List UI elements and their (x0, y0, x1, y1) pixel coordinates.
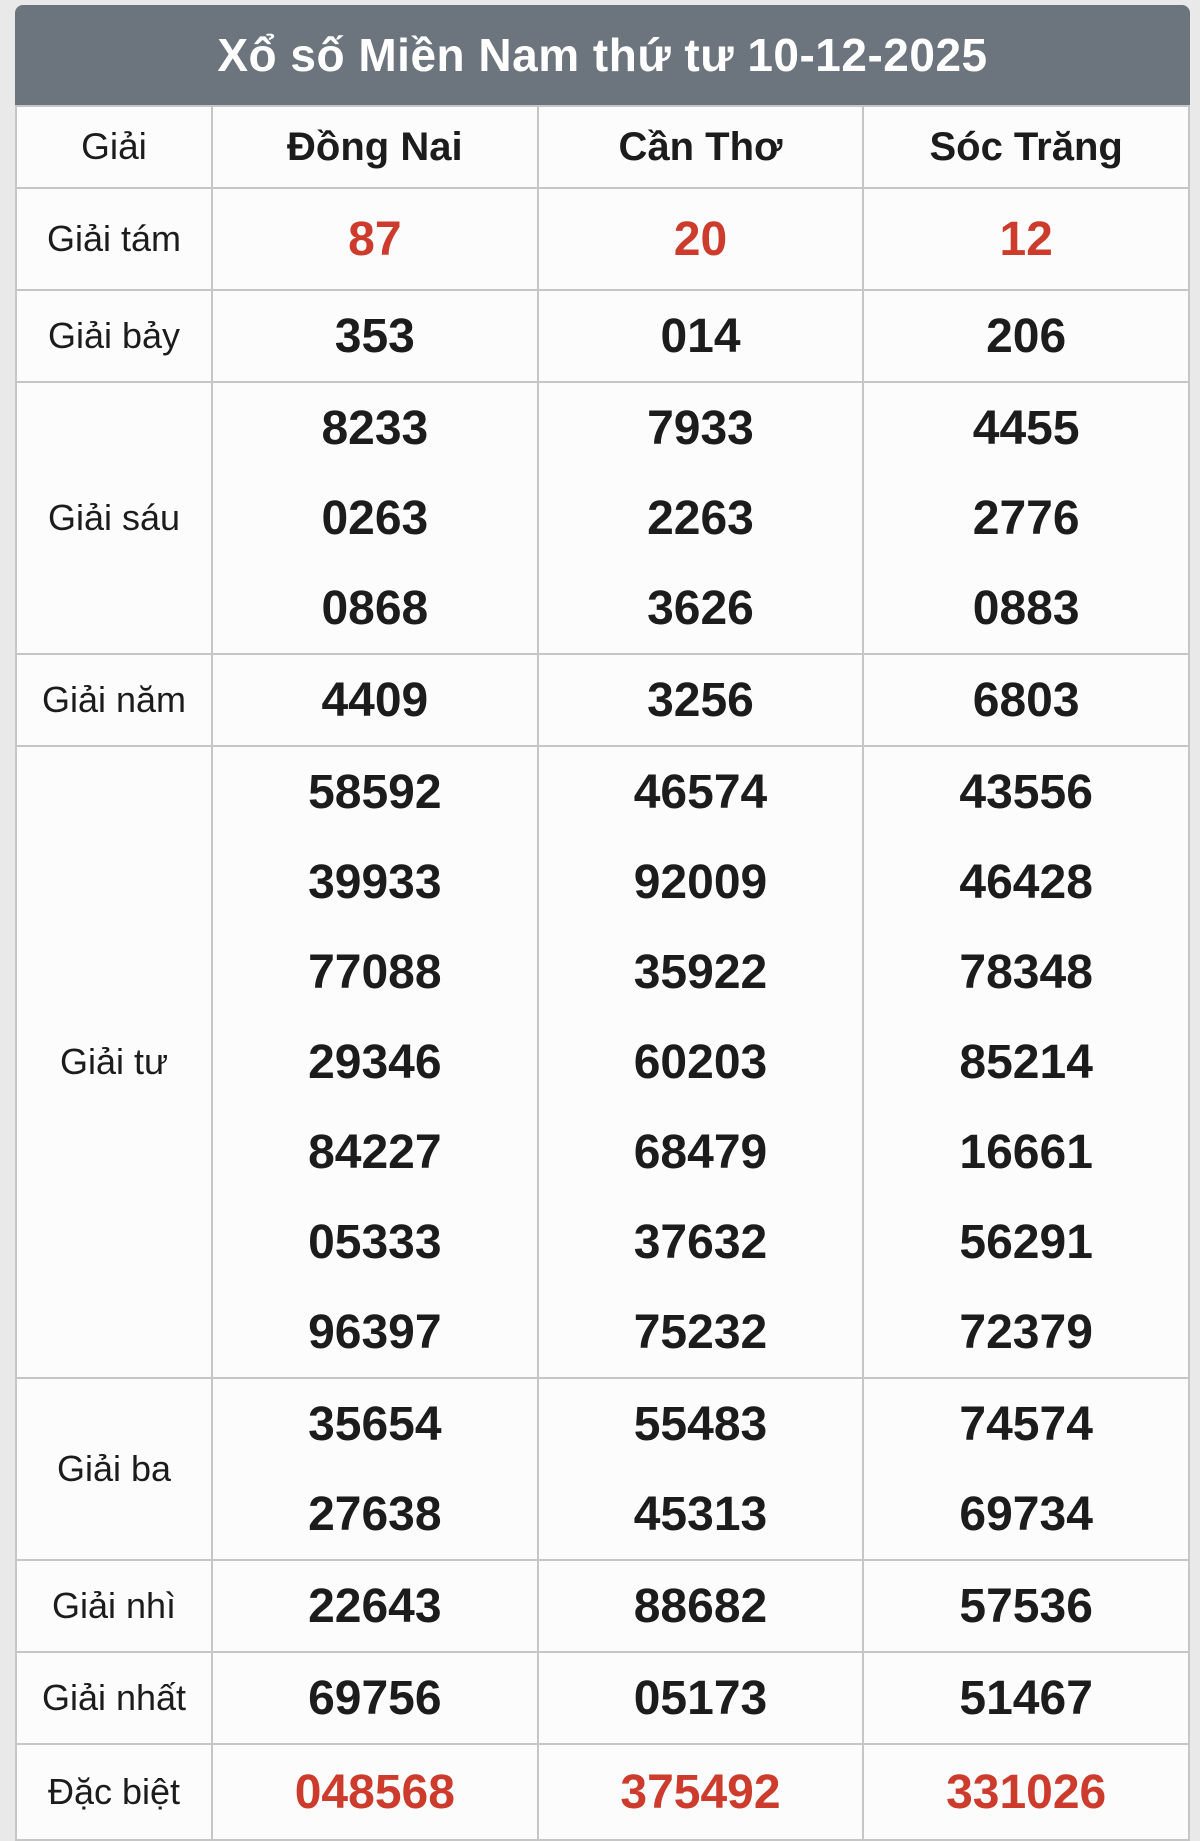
prize-row (16, 1652, 1189, 1744)
prize-row (16, 746, 1189, 1378)
prize-number: 56291 (959, 1215, 1093, 1269)
prize-numbers-soc-trang (863, 1378, 1189, 1560)
prize-numbers-can-tho (538, 1744, 864, 1840)
prize-numbers-can-tho (538, 654, 864, 746)
prize-number: 88682 (633, 1579, 768, 1633)
prize-numbers-can-tho (538, 746, 864, 1378)
prize-numbers-can-tho (538, 382, 864, 654)
prize-numbers-soc-trang (863, 188, 1189, 290)
prize-number: 35654 (308, 1397, 442, 1451)
prize-number: 78348 (959, 945, 1093, 999)
prize-numbers-dong-nai (212, 746, 538, 1378)
prize-label: Giải tám (16, 188, 212, 290)
prize-number: 57536 (959, 1579, 1093, 1633)
prize-numbers-can-tho (538, 1652, 864, 1744)
prize-number: 12 (999, 212, 1053, 266)
prize-number: 206 (986, 309, 1067, 363)
prize-numbers-dong-nai (212, 188, 538, 290)
prize-number: 72379 (959, 1305, 1093, 1359)
prize-number: 39933 (308, 855, 442, 909)
prize-number: 3626 (647, 581, 754, 635)
prize-number: 75232 (633, 1305, 768, 1359)
prize-label: Giải bảy (16, 290, 212, 382)
prize-row (16, 1378, 1189, 1560)
prize-numbers-dong-nai (212, 382, 538, 654)
prize-numbers-can-tho (538, 1378, 864, 1560)
prize-number: 85214 (959, 1035, 1093, 1089)
prize-label: Đặc biệt (16, 1744, 212, 1840)
prize-number: 35922 (633, 945, 768, 999)
prize-number: 4455 (972, 401, 1080, 455)
prize-number: 77088 (308, 945, 442, 999)
prize-number: 43556 (959, 765, 1093, 819)
prize-number: 74574 (959, 1397, 1093, 1451)
prize-number: 55483 (633, 1397, 768, 1451)
prize-number: 16661 (959, 1125, 1093, 1179)
prize-label: Giải tư (16, 746, 212, 1378)
prize-number: 22643 (308, 1579, 442, 1633)
prize-numbers-soc-trang (863, 382, 1189, 654)
prize-row (16, 1560, 1189, 1652)
prize-number: 7933 (647, 401, 754, 455)
prize-number: 2776 (972, 491, 1080, 545)
prize-numbers-soc-trang (863, 1652, 1189, 1744)
prize-label: Giải nhì (16, 1560, 212, 1652)
prize-numbers-soc-trang (863, 290, 1189, 382)
prize-label: Giải năm (16, 654, 212, 746)
prize-number: 96397 (308, 1305, 442, 1359)
prize-number: 4409 (321, 673, 429, 727)
prize-number: 20 (673, 212, 728, 266)
prize-numbers-soc-trang (863, 1744, 1189, 1840)
prize-number: 68479 (633, 1125, 768, 1179)
prize-label: Giải nhất (16, 1652, 212, 1744)
prize-number: 014 (660, 309, 741, 363)
prize-number: 27638 (308, 1487, 442, 1541)
prize-number: 05333 (308, 1215, 442, 1269)
column-header-soc-trang: Sóc Trăng (863, 106, 1189, 188)
prize-number: 37632 (633, 1215, 768, 1269)
prize-numbers-dong-nai (212, 1652, 538, 1744)
prize-row (16, 1744, 1189, 1840)
prize-number: 69734 (959, 1487, 1093, 1541)
prize-numbers-soc-trang (863, 654, 1189, 746)
prize-number: 60203 (633, 1035, 768, 1089)
prize-number: 05173 (633, 1671, 768, 1725)
prize-number: 8233 (321, 401, 429, 455)
prize-number: 0263 (321, 491, 429, 545)
prize-number: 2263 (647, 491, 754, 545)
prize-number: 048568 (294, 1765, 455, 1819)
prize-number: 0868 (321, 581, 429, 635)
prize-numbers-soc-trang (863, 1560, 1189, 1652)
column-header-prize: Giải (16, 106, 212, 188)
prize-number: 46428 (959, 855, 1093, 909)
prize-row (16, 382, 1189, 654)
prize-numbers-dong-nai (212, 1378, 538, 1560)
prize-numbers-can-tho (538, 1560, 864, 1652)
column-header-row (16, 106, 1189, 188)
column-header-can-tho: Cần Thơ (538, 106, 864, 188)
prize-number: 92009 (633, 855, 768, 909)
prize-number: 375492 (620, 1765, 781, 1819)
prize-number: 353 (334, 309, 415, 363)
lottery-results-page (15, 5, 1190, 1841)
prize-number: 0883 (972, 581, 1080, 635)
prize-numbers-can-tho (538, 188, 864, 290)
prize-numbers-soc-trang (863, 746, 1189, 1378)
prize-number: 6803 (972, 673, 1080, 727)
prize-number: 69756 (308, 1671, 442, 1725)
prize-number: 3256 (647, 673, 754, 727)
prize-label: Giải sáu (16, 382, 212, 654)
prize-number: 29346 (308, 1035, 442, 1089)
prize-numbers-dong-nai (212, 290, 538, 382)
prize-number: 51467 (959, 1671, 1093, 1725)
prize-number: 45313 (633, 1487, 768, 1541)
prize-number: 87 (348, 212, 402, 266)
prize-row (16, 188, 1189, 290)
prize-numbers-dong-nai (212, 1744, 538, 1840)
prize-label: Giải ba (16, 1378, 212, 1560)
prize-number: 84227 (308, 1125, 442, 1179)
prize-numbers-dong-nai (212, 1560, 538, 1652)
prize-numbers-dong-nai (212, 654, 538, 746)
prize-numbers-can-tho (538, 290, 864, 382)
prize-number: 58592 (308, 765, 442, 819)
prize-number: 331026 (946, 1765, 1107, 1819)
prize-row (16, 654, 1189, 746)
column-header-dong-nai: Đồng Nai (212, 106, 538, 188)
prize-number: 46574 (633, 765, 768, 819)
page-title: Xổ số Miền Nam thứ tư 10-12-2025 (15, 5, 1190, 105)
results-table (15, 105, 1190, 1841)
prize-row (16, 290, 1189, 382)
results-body (16, 188, 1189, 1840)
